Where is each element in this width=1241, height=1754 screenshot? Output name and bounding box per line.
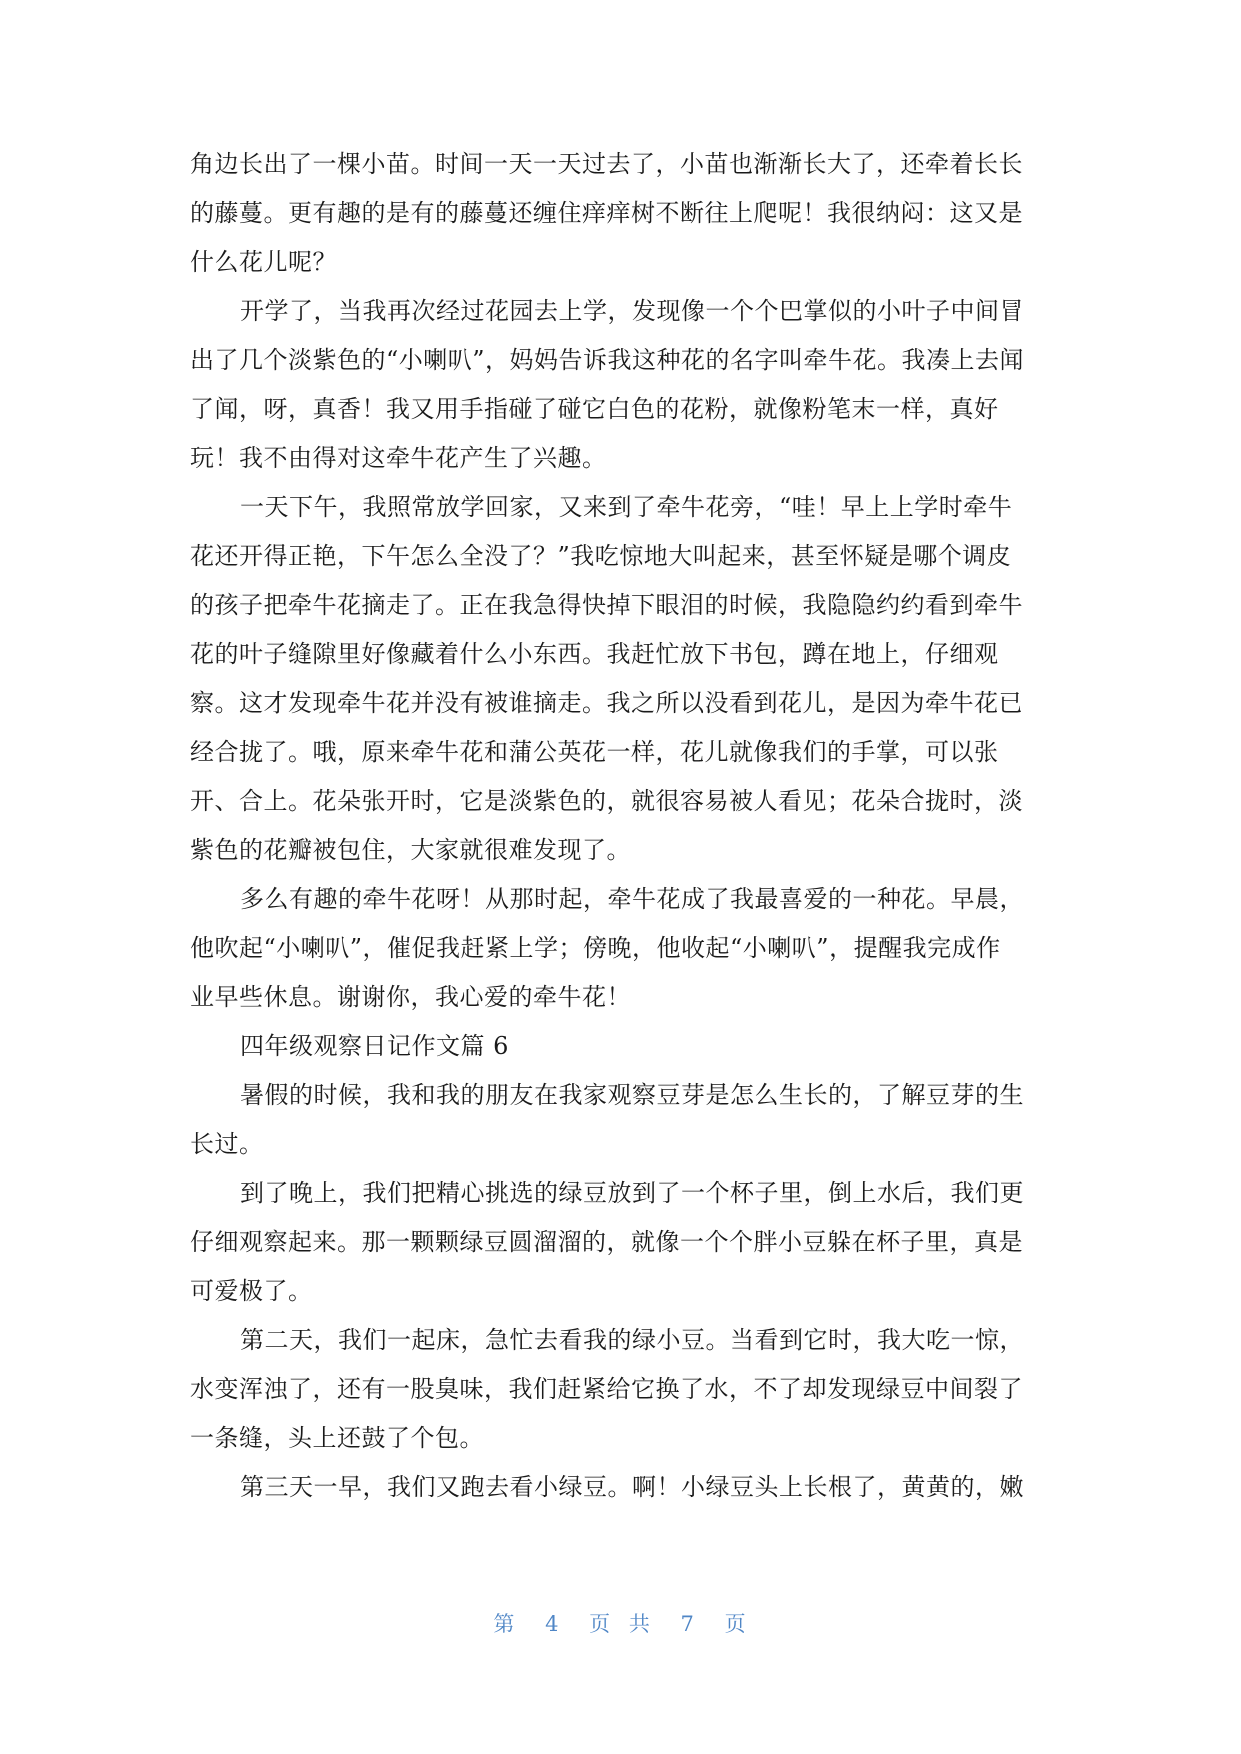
text-line: 玩！我不由得对这牵牛花产生了兴趣。 — [190, 444, 607, 472]
text-line: 经合拢了。哦，原来牵牛花和蒲公英花一样，花儿就像我们的手掌，可以张 — [190, 738, 999, 766]
text-line: 开、合上。花朵张开时，它是淡紫色的，就很容易被人看见；花朵合拢时，淡 — [190, 787, 1023, 815]
text-line: 了闻，呀，真香！我又用手指碰了碰它白色的花粉，就像粉笔末一样，真好 — [190, 395, 999, 423]
text-line: 水变浑浊了，还有一股臭味，我们赶紧给它换了水，不了却发现绿豆中间裂了 — [190, 1375, 1023, 1403]
text-line: 的孩子把牵牛花摘走了。正在我急得快掉下眼泪的时候，我隐隐约约看到牵牛 — [190, 591, 1023, 619]
text-line: 开学了，当我再次经过花园去上学，发现像一个个巴掌似的小叶子中间冒 — [240, 297, 1024, 325]
text-line: 什么花儿呢？ — [190, 248, 337, 276]
text-line: 一天下午，我照常放学回家，又来到了牵牛花旁，“哇！早上上学时牵牛 — [240, 493, 1013, 521]
text-line: 花的叶子缝隙里好像藏着什么小东西。我赶忙放下书包，蹲在地上，仔细观 — [190, 640, 999, 668]
text-line: 多么有趣的牵牛花呀！从那时起，牵牛花成了我最喜爱的一种花。早晨， — [240, 885, 1024, 913]
text-line: 到了晚上，我们把精心挑选的绿豆放到了一个杯子里，倒上水后，我们更 — [240, 1179, 1024, 1207]
text-line: 紫色的花瓣被包住，大家就很难发现了。 — [190, 836, 631, 864]
document-body — [190, 140, 1060, 1512]
text-line: 四年级观察日记作文篇 6 — [240, 1032, 509, 1060]
text-line: 第二天，我们一起床，急忙去看我的绿小豆。当看到它时，我大吃一惊， — [240, 1326, 1024, 1354]
text-line: 可爱极了。 — [190, 1277, 313, 1305]
text-line: 第三天一早，我们又跑去看小绿豆。啊！小绿豆头上长根了，黄黄的，嫩 — [240, 1473, 1024, 1501]
page-footer — [0, 1608, 1241, 1638]
text-line: 察。这才发现牵牛花并没有被谁摘走。我之所以没看到花儿，是因为牵牛花已 — [190, 689, 1023, 717]
text-line: 长过。 — [190, 1130, 264, 1158]
footer-label-end: 页 — [724, 1612, 748, 1636]
text-line: 仔细观察起来。那一颗颗绿豆圆溜溜的，就像一个个胖小豆躲在杯子里，真是 — [190, 1228, 1023, 1256]
text-line: 花还开得正艳，下午怎么全没了？”我吃惊地大叫起来，甚至怀疑是哪个调皮 — [190, 542, 1012, 570]
text-line: 暑假的时候，我和我的朋友在我家观察豆芽是怎么生长的，了解豆芽的生 — [240, 1081, 1024, 1109]
text-line: 出了几个淡紫色的“小喇叭”，妈妈告诉我这种花的名字叫牵牛花。我凑上去闻 — [190, 346, 1025, 374]
footer-current-page: 4 — [545, 1612, 561, 1636]
footer-total-pages: 7 — [680, 1612, 696, 1636]
footer-label-page: 第 — [493, 1612, 517, 1636]
text-line: 的藤蔓。更有趣的是有的藤蔓还缠住痒痒树不断往上爬呢！我很纳闷：这又是 — [190, 199, 1023, 227]
footer-label-of: 页 共 — [589, 1612, 652, 1636]
text-line: 他吹起“小喇叭”，催促我赶紧上学；傍晚，他收起“小喇叭”，提醒我完成作 — [190, 934, 1001, 962]
text-line: 业早些休息。谢谢你，我心爱的牵牛花！ — [190, 983, 631, 1011]
text-line: 一条缝，头上还鼓了个包。 — [190, 1424, 484, 1452]
text-line: 角边长出了一棵小苗。时间一天一天过去了，小苗也渐渐长大了，还牵着长长 — [190, 150, 1023, 178]
